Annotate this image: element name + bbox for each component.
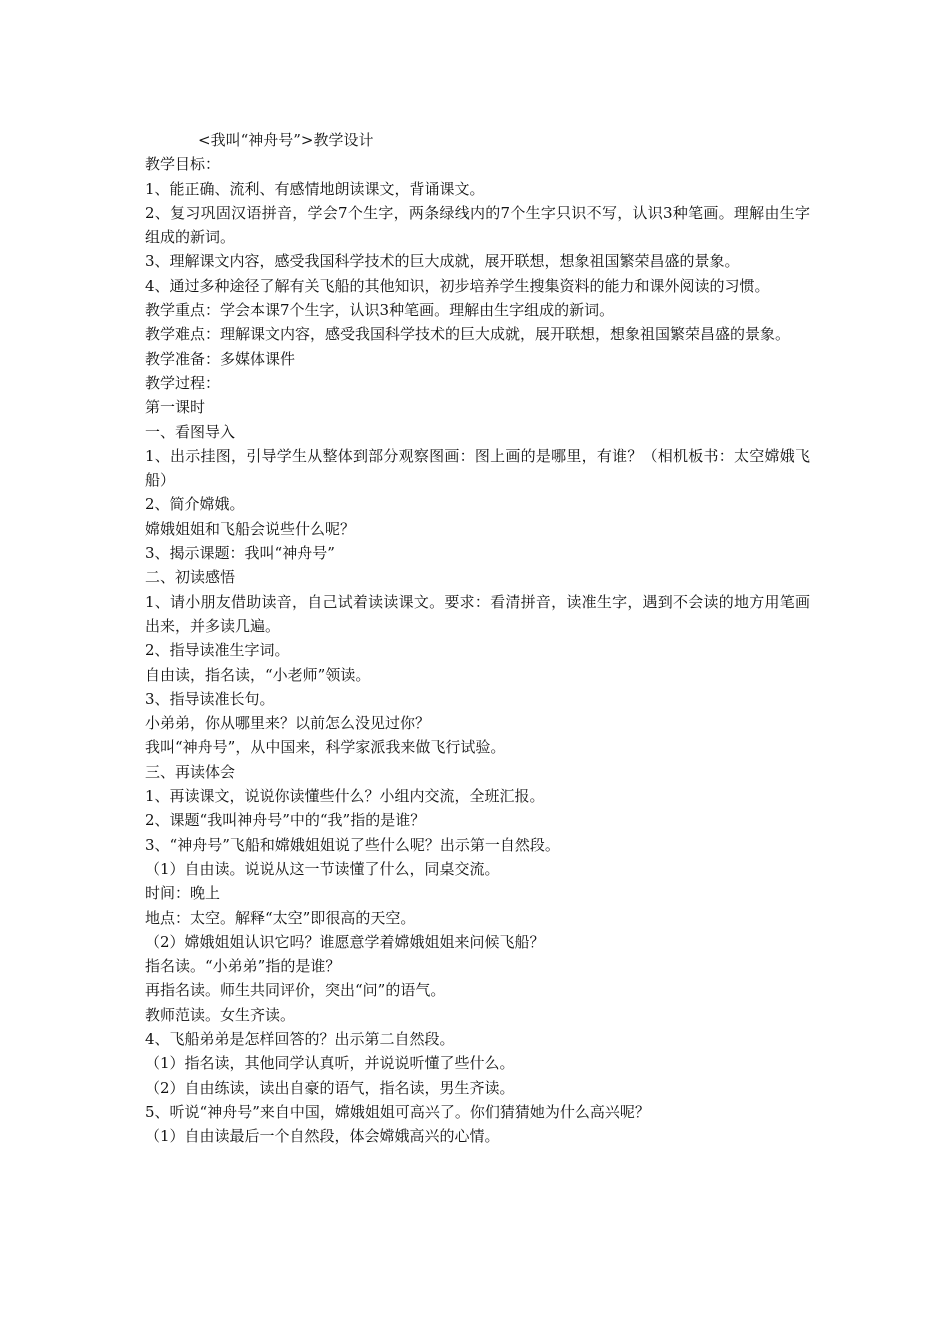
text-line: 三、再读体会: [145, 762, 236, 781]
text-line: 一、看图导入: [145, 422, 236, 441]
text-line: 3、“神舟号”飞船和嫦娥姐姐说了些什么呢？出示第一自然段。: [145, 835, 560, 854]
text-line: 地点：太空。解释“太空”即很高的天空。: [145, 908, 416, 927]
text-line: 自由读，指名读，“小老师”领读。: [145, 665, 371, 684]
text-line: 时间：晚上: [145, 884, 221, 903]
text-line: 3、揭示课题：我叫“神舟号”: [145, 544, 335, 563]
text-line: （1）自由读最后一个自然段，体会嫦娥高兴的心情。: [145, 1127, 500, 1146]
text-line: 5、听说“神舟号”来自中国，嫦娥姐姐可高兴了。你们猜猜她为什么高兴呢？: [145, 1102, 650, 1121]
text-line: 第一课时: [145, 398, 206, 417]
document-title: <我叫“神舟号”>教学设计: [198, 131, 374, 149]
text-line: 嫦娥姐姐和飞船会说些什么呢？: [145, 519, 356, 538]
text-line: 4、通过多种途径了解有关飞船的其他知识，初步培养学生搜集资料的能力和课外阅读的习惯。: [145, 276, 770, 295]
text-line: 2、复习巩固汉语拼音，学会7个生字，两条绿线内的7个生字只识不写，认识3种笔画。理解由生字组成的新词。: [145, 203, 810, 247]
text-line: 教学难点：理解课文内容，感受我国科学技术的巨大成就，展开联想，想象祖国繁荣昌盛的景象。: [145, 325, 791, 344]
text-line: 教学重点：学会本课7个生字，认识3种笔画。理解由生字组成的新词。: [145, 301, 615, 320]
text-line: 1、再读课文，说说你读懂些什么？小组内交流，全班汇报。: [145, 787, 545, 806]
text-line: 指名读。“小弟弟”指的是谁？: [145, 957, 341, 976]
text-line: 小弟弟，你从哪里来？以前怎么没见过你？: [145, 714, 431, 733]
text-line: （2）自由练读，读出自豪的语气，指名读，男生齐读。: [145, 1078, 515, 1097]
text-line: 教学目标：: [145, 155, 221, 174]
text-line: 二、初读感悟: [145, 568, 236, 587]
document-page: [145, 128, 810, 1148]
text-line: 教学准备：多媒体课件: [145, 349, 296, 368]
text-line: 2、简介嫦娥。: [145, 495, 245, 514]
text-line: （1）自由读。说说从这一节读懂了什么，同桌交流。: [145, 859, 500, 878]
text-line: 2、课题“我叫神舟号”中的“我”指的是谁？: [145, 811, 426, 830]
text-line: 1、出示挂图，引导学生从整体到部分观察图画：图上画的是哪里，有谁？（相机板书：太空嫦娥飞船）: [145, 446, 810, 490]
text-line: 教师范读。女生齐读。: [145, 1005, 296, 1024]
text-line: 1、能正确、流利、有感情地朗读课文，背诵课文。: [145, 179, 485, 198]
text-line: 我叫“神舟号”，从中国来，科学家派我来做飞行试验。: [145, 738, 506, 757]
text-line: （1）指名读，其他同学认真听，并说说听懂了些什么。: [145, 1054, 515, 1073]
text-line: 教学过程：: [145, 373, 221, 392]
text-line: （2）嫦娥姐姐认识它吗？谁愿意学着嫦娥姐姐来问候飞船？: [145, 932, 545, 951]
text-line: 再指名读。师生共同评价，突出“问”的语气。: [145, 981, 446, 1000]
text-line: 2、指导读准生字词。: [145, 641, 290, 660]
document-body: [145, 152, 810, 1148]
text-line: 3、理解课文内容，感受我国科学技术的巨大成就，展开联想，想象祖国繁荣昌盛的景象。: [145, 252, 740, 271]
text-line: 1、请小朋友借助读音，自己试着读读课文。要求：看清拼音，读准生字，遇到不会读的地方用笔画出来，并多读几遍。: [145, 592, 810, 635]
text-line: 4、飞船弟弟是怎样回答的？出示第二自然段。: [145, 1029, 455, 1048]
text-line: 3、指导读准长句。: [145, 689, 275, 708]
